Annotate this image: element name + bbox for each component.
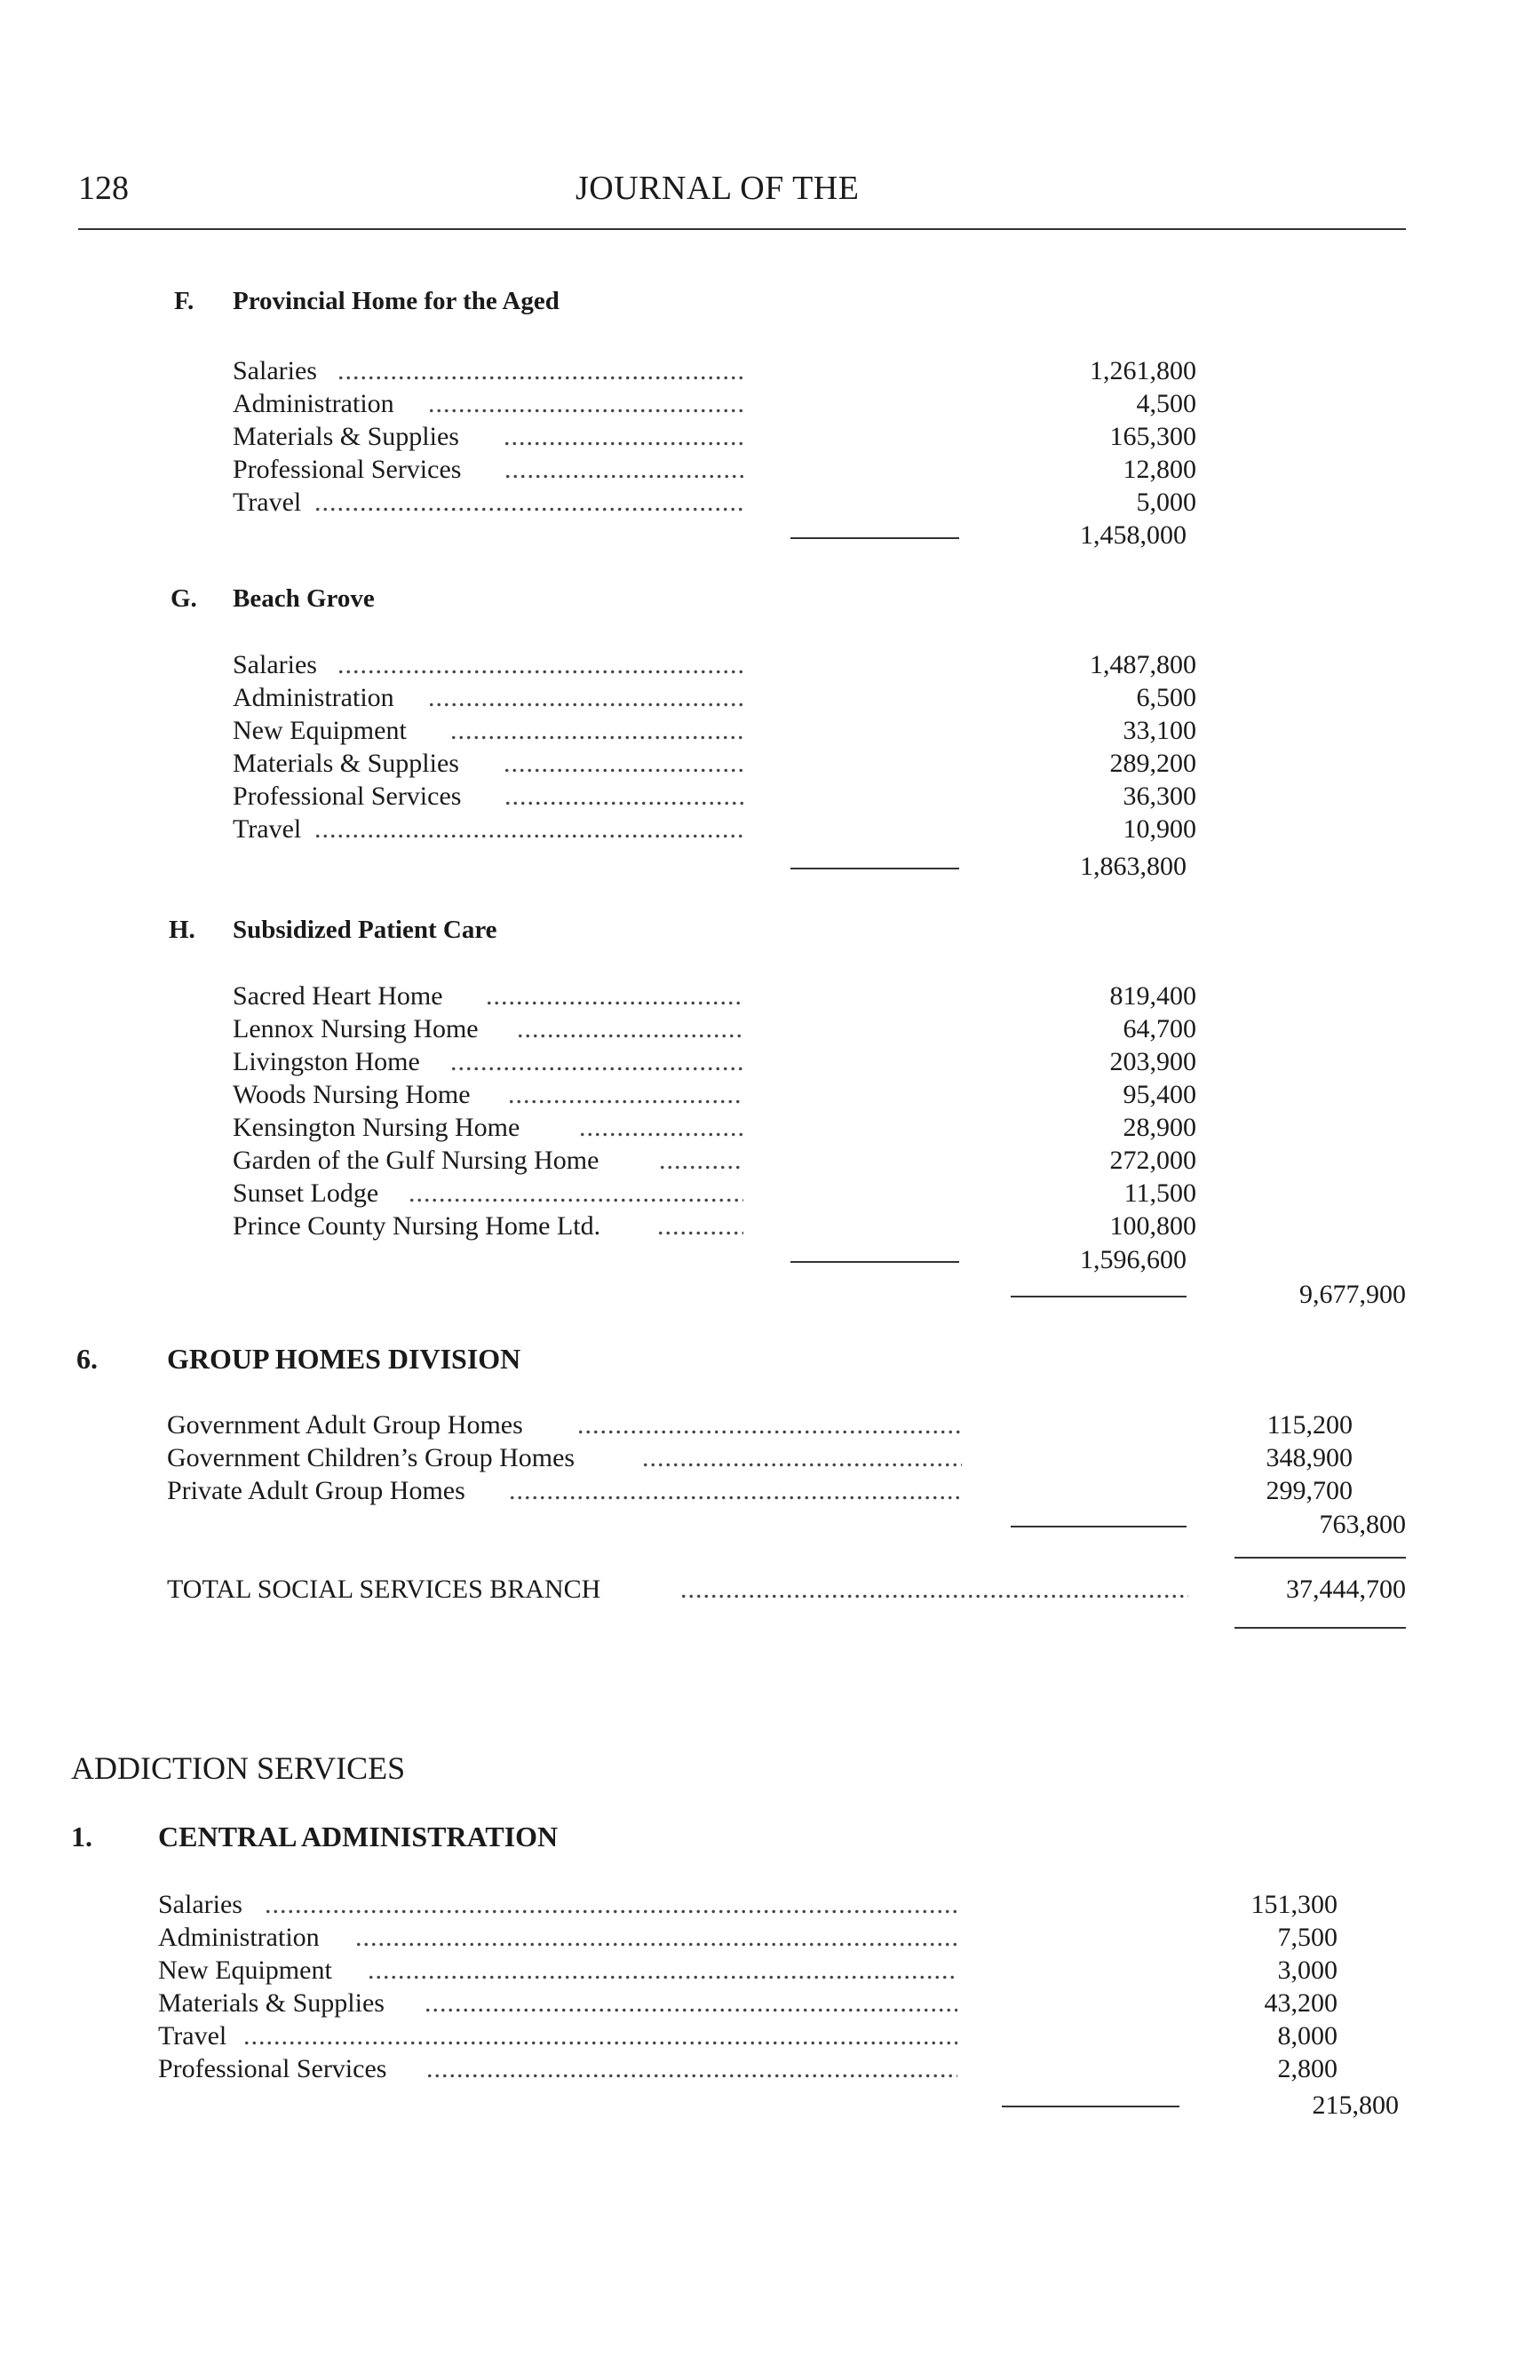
leader-dots (450, 1045, 743, 1079)
leader-dots (659, 1144, 743, 1178)
list-item (233, 780, 1196, 813)
total-rule (1234, 1627, 1406, 1629)
total-label: TOTAL SOCIAL SERVICES BRANCH (167, 1575, 601, 1604)
item-amount: 10,900 (1123, 814, 1196, 844)
item-amount: 1,487,800 (1090, 650, 1196, 679)
item-amount: 95,400 (1123, 1080, 1196, 1109)
item-label: Sacred Heart Home (233, 981, 443, 1011)
section-6-number: 6. (76, 1343, 98, 1375)
list-item (233, 980, 1196, 1013)
item-amount: 11,500 (1123, 1178, 1196, 1208)
total-amount: 37,444,700 (1286, 1575, 1406, 1604)
list-item (233, 453, 1196, 487)
leader-dots (314, 486, 743, 520)
item-label: Administration (233, 389, 394, 418)
item-amount: 3,000 (1277, 1956, 1338, 1985)
section-g-title: Beach Grove (233, 584, 375, 613)
item-amount: 6,500 (1136, 683, 1196, 712)
section-h-title: Subsidized Patient Care (233, 916, 497, 944)
leader-dots (314, 813, 743, 846)
leader-dots (265, 1888, 957, 1922)
leader-dots (504, 780, 743, 813)
item-amount: 100,800 (1109, 1211, 1196, 1241)
section-h-letter: H. (169, 916, 195, 944)
item-label: Travel (233, 814, 302, 844)
leader-dots (657, 1210, 743, 1243)
item-label: Sunset Lodge (233, 1178, 379, 1208)
section-g-letter: G. (171, 584, 197, 613)
list-item (233, 1177, 1196, 1210)
section-6-total-amount: 763,800 (1319, 1510, 1406, 1539)
item-label: Garden of the Gulf Nursing Home (233, 1146, 599, 1175)
total-social-services-row (167, 1573, 1406, 1606)
list-item (233, 486, 1196, 520)
item-label: Professional Services (158, 2054, 387, 2083)
item-label: Materials & Supplies (233, 422, 459, 451)
leader-dots (517, 1012, 743, 1046)
subtotal-amount: 1,458,000 (1080, 520, 1187, 550)
item-label: Kensington Nursing Home (233, 1113, 520, 1142)
section-1-number: 1. (71, 1821, 92, 1852)
item-label: Administration (158, 1923, 320, 1952)
list-item (233, 1111, 1196, 1145)
item-amount: 8,000 (1277, 2021, 1338, 2051)
item-amount: 1,261,800 (1090, 356, 1196, 385)
leader-dots (508, 1078, 743, 1112)
leader-dots (425, 1987, 957, 2020)
leader-dots (428, 387, 743, 421)
item-label: Prince County Nursing Home Ltd. (233, 1211, 601, 1241)
list-item (158, 2019, 1338, 2053)
subtotal-rule (790, 868, 959, 869)
item-amount: 165,300 (1109, 422, 1196, 451)
list-item (233, 1144, 1196, 1178)
list-item (158, 1921, 1338, 1955)
list-item (233, 648, 1196, 682)
item-label: New Equipment (158, 1956, 332, 1985)
list-item (158, 1987, 1338, 2020)
section-1-title: CENTRAL ADMINISTRATION (158, 1821, 559, 1852)
item-label: Travel (158, 2021, 227, 2051)
item-amount: 4,500 (1136, 389, 1196, 418)
leader-dots (368, 1954, 957, 1987)
list-item (167, 1474, 1353, 1508)
leader-dots (680, 1573, 1188, 1606)
leader-dots (355, 1921, 957, 1955)
item-label: Professional Services (233, 781, 462, 811)
list-item (233, 813, 1196, 846)
item-label: Travel (233, 488, 302, 517)
leader-dots (577, 1408, 962, 1442)
addiction-services-title: ADDICTION SERVICES (71, 1750, 406, 1786)
item-label: Professional Services (233, 455, 462, 484)
leader-dots (642, 1441, 962, 1475)
leader-dots (579, 1111, 743, 1145)
list-item (167, 1441, 1353, 1475)
list-item (233, 1012, 1196, 1046)
item-label: Woods Nursing Home (233, 1080, 471, 1109)
item-amount: 819,400 (1109, 981, 1196, 1011)
list-item (233, 714, 1196, 748)
section-f-letter: F. (174, 287, 194, 315)
item-amount: 5,000 (1136, 488, 1196, 517)
subtotal-rule (790, 1261, 959, 1263)
item-amount: 203,900 (1109, 1047, 1196, 1076)
leader-dots (337, 354, 743, 388)
item-label: Materials & Supplies (158, 1988, 385, 2018)
section-6-title: GROUP HOMES DIVISION (167, 1343, 521, 1375)
header-rule (78, 228, 1406, 230)
item-amount: 348,900 (1266, 1443, 1353, 1472)
list-item (233, 681, 1196, 715)
item-label: New Equipment (233, 716, 407, 745)
list-item (233, 747, 1196, 781)
item-label: Government Children’s Group Homes (167, 1443, 576, 1472)
division-rule (1011, 1296, 1187, 1297)
item-label: Salaries (158, 1890, 242, 1919)
leader-dots (428, 681, 743, 715)
page-number: 128 (78, 170, 129, 207)
item-amount: 36,300 (1123, 781, 1196, 811)
running-title: JOURNAL OF THE (576, 170, 860, 207)
item-amount: 33,100 (1123, 716, 1196, 745)
leader-dots (337, 648, 743, 682)
section-f-title: Provincial Home for the Aged (233, 287, 560, 315)
item-amount: 272,000 (1109, 1146, 1196, 1175)
list-item (233, 1078, 1196, 1112)
list-item (233, 1045, 1196, 1079)
item-label: Salaries (233, 650, 317, 679)
division-total-amount: 9,677,900 (1299, 1280, 1406, 1309)
leader-dots (509, 1474, 962, 1508)
leader-dots (426, 2052, 957, 2086)
item-amount: 43,200 (1264, 1988, 1338, 2018)
leader-dots (486, 980, 743, 1013)
item-amount: 28,900 (1123, 1113, 1196, 1142)
list-item (233, 354, 1196, 388)
total-rule (1234, 1557, 1406, 1559)
list-item (158, 1954, 1338, 1987)
item-amount: 289,200 (1109, 749, 1196, 778)
subtotal-amount: 1,863,800 (1080, 852, 1187, 881)
list-item (233, 420, 1196, 454)
item-amount: 7,500 (1277, 1923, 1338, 1952)
list-item (158, 2052, 1338, 2086)
item-amount: 64,700 (1123, 1014, 1196, 1043)
item-label: Private Adult Group Homes (167, 1476, 465, 1505)
subtotal-amount: 1,596,600 (1080, 1245, 1187, 1274)
subtotal-rule (1002, 2106, 1179, 2107)
item-label: Government Adult Group Homes (167, 1410, 523, 1440)
item-label: Salaries (233, 356, 317, 385)
item-label: Administration (233, 683, 394, 712)
subtotal-rule (1011, 1526, 1187, 1527)
item-label: Materials & Supplies (233, 749, 459, 778)
leader-dots (450, 714, 743, 748)
item-label: Livingston Home (233, 1047, 420, 1076)
item-amount: 299,700 (1266, 1476, 1353, 1505)
subtotal-rule (790, 537, 959, 539)
leader-dots (409, 1177, 743, 1210)
section-1-total-amount: 215,800 (1312, 2090, 1399, 2120)
list-item (233, 387, 1196, 421)
list-item (167, 1408, 1353, 1442)
leader-dots (504, 747, 743, 781)
leader-dots (504, 420, 743, 454)
item-amount: 2,800 (1277, 2054, 1338, 2083)
list-item (158, 1888, 1338, 1922)
leader-dots (504, 453, 743, 487)
item-amount: 151,300 (1250, 1890, 1338, 1919)
leader-dots (243, 2019, 957, 2053)
list-item (233, 1210, 1196, 1243)
item-amount: 115,200 (1266, 1410, 1353, 1440)
item-amount: 12,800 (1123, 455, 1196, 484)
item-label: Lennox Nursing Home (233, 1014, 479, 1043)
